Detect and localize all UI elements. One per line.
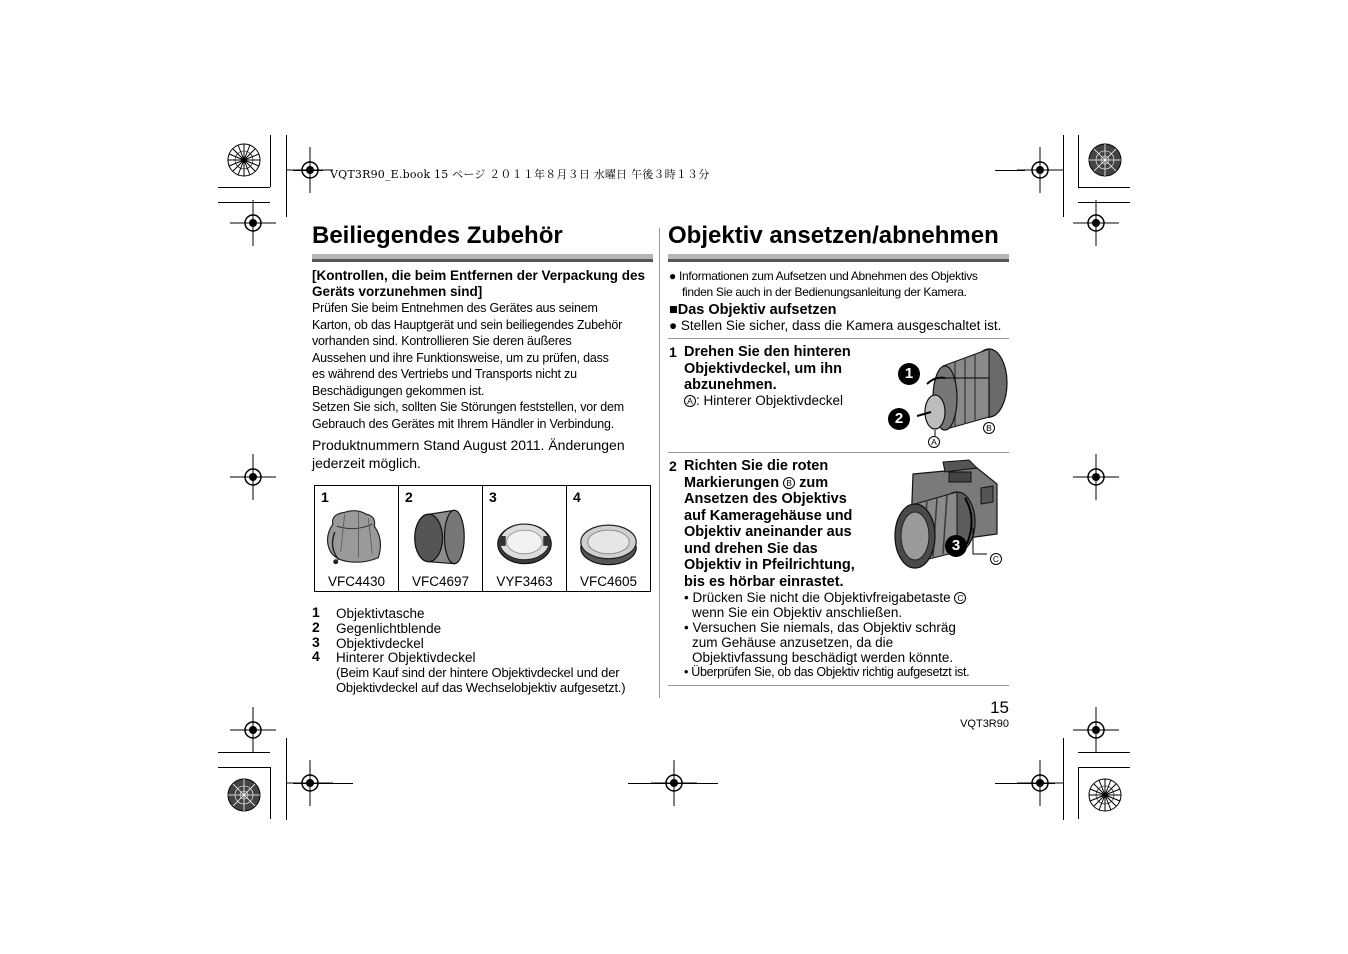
- item-label: Hinterer Objektivdeckel: [336, 650, 476, 665]
- rear-lens-cap-icon: [567, 502, 650, 572]
- callout-letter: B: [783, 477, 795, 489]
- step-note-text: : Hinterer Objektivdeckel: [696, 393, 844, 408]
- item-label: Objektivdeckel: [336, 636, 424, 651]
- callout-letter: C: [954, 592, 966, 604]
- page-number: 15: [990, 698, 1009, 717]
- print-header-line: VQT3R90_E.book 15 ページ ２０１１年８月３日 水曜日 午後３時１３分: [330, 168, 710, 181]
- accessory-number: 4: [573, 489, 581, 505]
- step-marker: 2: [888, 408, 910, 430]
- starburst-mark-icon: [227, 143, 261, 177]
- bullet-line: • Versuchen Sie niemals, das Objektiv schräg: [684, 620, 956, 635]
- intro-line: Beschädigungen gekommen ist.: [312, 383, 485, 398]
- model-code: VQT3R90: [960, 718, 1009, 730]
- info-line: ● Informationen zum Aufsetzen und Abnehmen des Objektivs: [669, 269, 978, 283]
- accessory-code: VFC4697: [411, 574, 470, 589]
- note-line: jederzeit möglich.: [312, 455, 421, 471]
- intro-line: Aussehen und ihre Funktionsweise, um zu prüfen, dass: [312, 350, 609, 365]
- accessory-number: 2: [405, 489, 413, 505]
- callout-letter: A: [928, 436, 940, 448]
- step-number: 2: [669, 458, 677, 474]
- intro-line: Prüfen Sie beim Entnehmen des Gerätes aus seinem: [312, 301, 598, 315]
- accessory-cell: [483, 486, 567, 591]
- lens-pouch-icon: [315, 502, 398, 572]
- section-title-accessories: Beiliegendes Zubehör: [312, 222, 563, 249]
- accessory-code: VYF3463: [496, 574, 553, 589]
- accessory-code: VFC4430: [327, 574, 386, 589]
- step-note: [684, 393, 843, 410]
- starburst-mark-icon: [1088, 778, 1122, 812]
- title-underline: [312, 254, 653, 262]
- bullet-line: Objektivfassung beschädigt werden könnte.: [692, 650, 954, 665]
- info-line: finden Sie auch in der Bedienungsanleitung der Kamera.: [682, 285, 967, 299]
- registration-mark-icon: [230, 200, 276, 246]
- registration-mark-icon: [1073, 200, 1119, 246]
- section-title-lens: Objektiv ansetzen/abnehmen: [668, 222, 999, 249]
- item-number: 4: [312, 648, 320, 664]
- item-note-line: Objektivdeckel auf das Wechselobjektiv aufgesetzt.): [336, 680, 626, 695]
- step-line: Drehen Sie den hinteren: [684, 344, 851, 360]
- accessory-number: 3: [489, 489, 497, 505]
- accessory-cell: [399, 486, 483, 591]
- subsection-bullet: ● Stellen Sie sicher, dass die Kamera ausgeschaltet ist.: [669, 318, 1002, 333]
- step-line: Objektiv aneinander aus: [684, 524, 852, 540]
- registration-mark-icon: [1073, 707, 1119, 753]
- step-line: auf Kameragehäuse und: [684, 507, 853, 524]
- bullet-line: • Drücken Sie nicht die Objektivfreigabetaste C: [684, 590, 966, 605]
- step-line: Objektiv in Pfeilrichtung,: [684, 557, 855, 573]
- callout-letter: A: [684, 395, 696, 407]
- registration-mark-icon: [1073, 454, 1119, 500]
- item-label: Objektivtasche: [336, 606, 425, 621]
- starburst-mark-icon: [1088, 143, 1122, 177]
- step-line: Markierungen B zum: [684, 474, 829, 491]
- registration-mark-icon: [230, 454, 276, 500]
- step-line: bis es hörbar einrastet.: [684, 573, 844, 590]
- column-divider: [659, 228, 660, 698]
- intro-heading: [Kontrollen, die beim Entfernen der Verpackung des Geräts vorzunehmen sind]: [312, 268, 646, 299]
- step-line: Objektivdeckel, um ihn: [684, 360, 842, 377]
- accessory-cell: [567, 486, 650, 591]
- starburst-mark-icon: [227, 778, 261, 812]
- bottom-rule: [668, 685, 1009, 686]
- step-number: 1: [669, 344, 677, 360]
- note-line: Produktnummern Stand August 2011. Änderungen: [312, 437, 625, 453]
- accessory-table: [314, 485, 651, 592]
- intro-line: Setzen Sie sich, sollten Sie Störungen feststellen, vor dem: [312, 400, 624, 414]
- step-marker: 3: [945, 535, 967, 557]
- bullet-line: wenn Sie ein Objektiv anschließen.: [692, 605, 903, 620]
- intro-line: vorhanden sind. Kontrollieren Sie deren äußeres: [312, 334, 572, 348]
- lens-hood-icon: [399, 502, 482, 572]
- bullet-line: zum Gehäuse anzusetzen, da die: [692, 635, 894, 650]
- registration-mark-icon: [230, 707, 276, 753]
- item-number: 3: [312, 634, 320, 650]
- title-underline: [668, 254, 1009, 262]
- item-number: 1: [312, 604, 320, 620]
- step-rule: [668, 452, 1009, 453]
- item-label: Gegenlichtblende: [336, 621, 442, 636]
- item-number: 2: [312, 619, 320, 635]
- step-line: Ansetzen des Objektivs: [684, 491, 847, 507]
- accessory-cell: [315, 486, 399, 591]
- intro-line: Karton, ob das Hauptgerät und sein beiliegendes Zubehör: [312, 317, 623, 332]
- item-note-line: (Beim Kauf sind der hintere Objektivdeckel und der: [336, 665, 620, 680]
- step-marker: 1: [898, 363, 920, 385]
- bullet-line: • Überprüfen Sie, ob das Objektiv richtig aufgesetzt ist.: [684, 665, 970, 679]
- intro-line: es während des Vertriebs und Transports nicht zu: [312, 367, 577, 381]
- callout-letter: B: [983, 422, 995, 434]
- accessory-number: 1: [321, 489, 329, 505]
- callout-letter: C: [990, 553, 1002, 565]
- lens-cap-icon: [483, 502, 566, 572]
- step-line: abzunehmen.: [684, 377, 777, 393]
- accessory-code: VFC4605: [579, 574, 638, 589]
- step-line: Richten Sie die roten: [684, 458, 829, 474]
- step-line: und drehen Sie das: [684, 540, 818, 557]
- intro-line: Gebrauch des Gerätes mit Ihrem Händler in Verbindung.: [312, 416, 615, 431]
- subsection-title: ■Das Objektiv aufsetzen: [669, 302, 837, 318]
